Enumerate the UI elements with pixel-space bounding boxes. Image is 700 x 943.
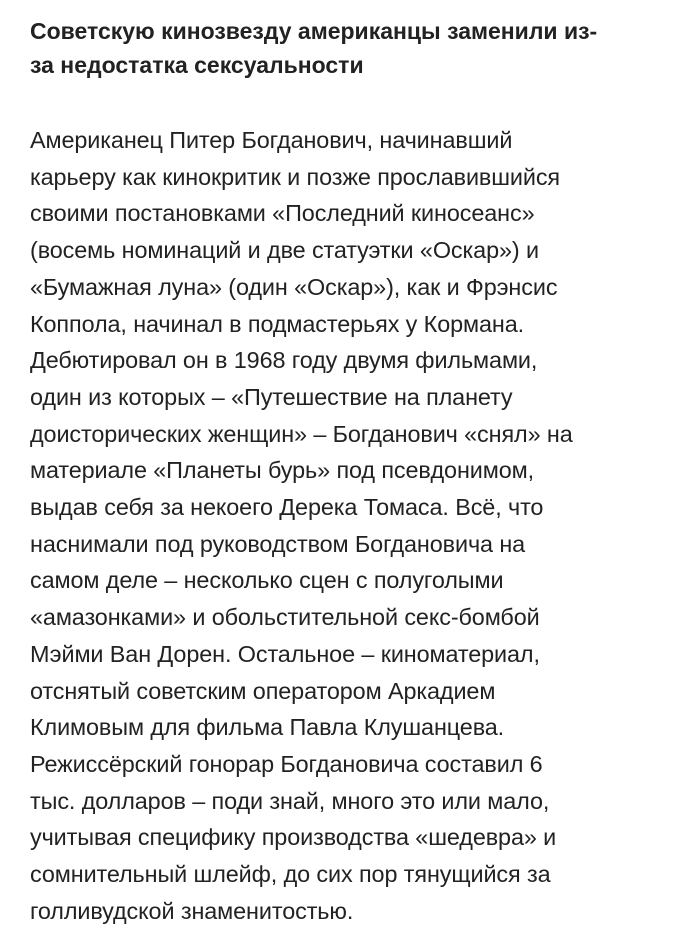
body-line: выдав себя за некоего Дерека Томаса. Всё, что — [30, 494, 544, 521]
body-line: тыс. долларов – поди знай, много это или мало, — [30, 787, 550, 814]
body-line: Коппола, начинал в подмастерьях у Кормана. — [30, 310, 525, 337]
body-line: Американец Питер Богданович, начинавший — [30, 127, 513, 153]
body-line: Дебютировал он в 1968 году двумя фильмами, — [30, 347, 538, 374]
body-line: «амазонками» и обольстительной секс-бомбой — [30, 604, 540, 631]
body-line: один из которых – «Путешествие на планету — [30, 383, 513, 410]
body-line: сомнительный шлейф, до сих пор тянущийся за — [30, 861, 551, 888]
title-line: Советскую кинозвезду американцы заменили из- — [30, 18, 598, 44]
body-line: Климовым для фильма Павла Клушанцева. — [30, 714, 505, 741]
body-line: Мэйми Ван Дорен. Остальное – киноматериал, — [30, 640, 540, 667]
body-line: отснятый советским оператором Аркадием — [30, 677, 496, 704]
body-line: Режиссёрский гонорар Богдановича составил 6 — [30, 750, 543, 777]
body-line: самом деле – несколько сцен с полуголыми — [30, 567, 504, 594]
body-line: наснимали под руководством Богдановича на — [30, 530, 526, 557]
body-line: (восемь номинаций и две статуэтки «Оскар») и — [30, 237, 539, 264]
body-line: учитывая специфику производства «шедевра» и — [30, 824, 557, 851]
body-line: материале «Планеты бурь» под псевдонимом, — [30, 457, 534, 484]
body-line: доисторических женщин» – Богданович «снял» на — [30, 420, 573, 447]
article-body — [30, 122, 678, 929]
title-line: за недостатка сексуальности — [30, 52, 364, 78]
body-line: голливудской знаменитостью. — [30, 897, 354, 924]
body-line: своими постановками «Последний киносеанс» — [30, 200, 535, 227]
body-line: карьеру как кинокритик и позже прославившийся — [30, 163, 561, 190]
article-title — [30, 14, 678, 82]
body-line: «Бумажная луна» (один «Оскар»), как и Фрэнсис — [30, 273, 558, 300]
